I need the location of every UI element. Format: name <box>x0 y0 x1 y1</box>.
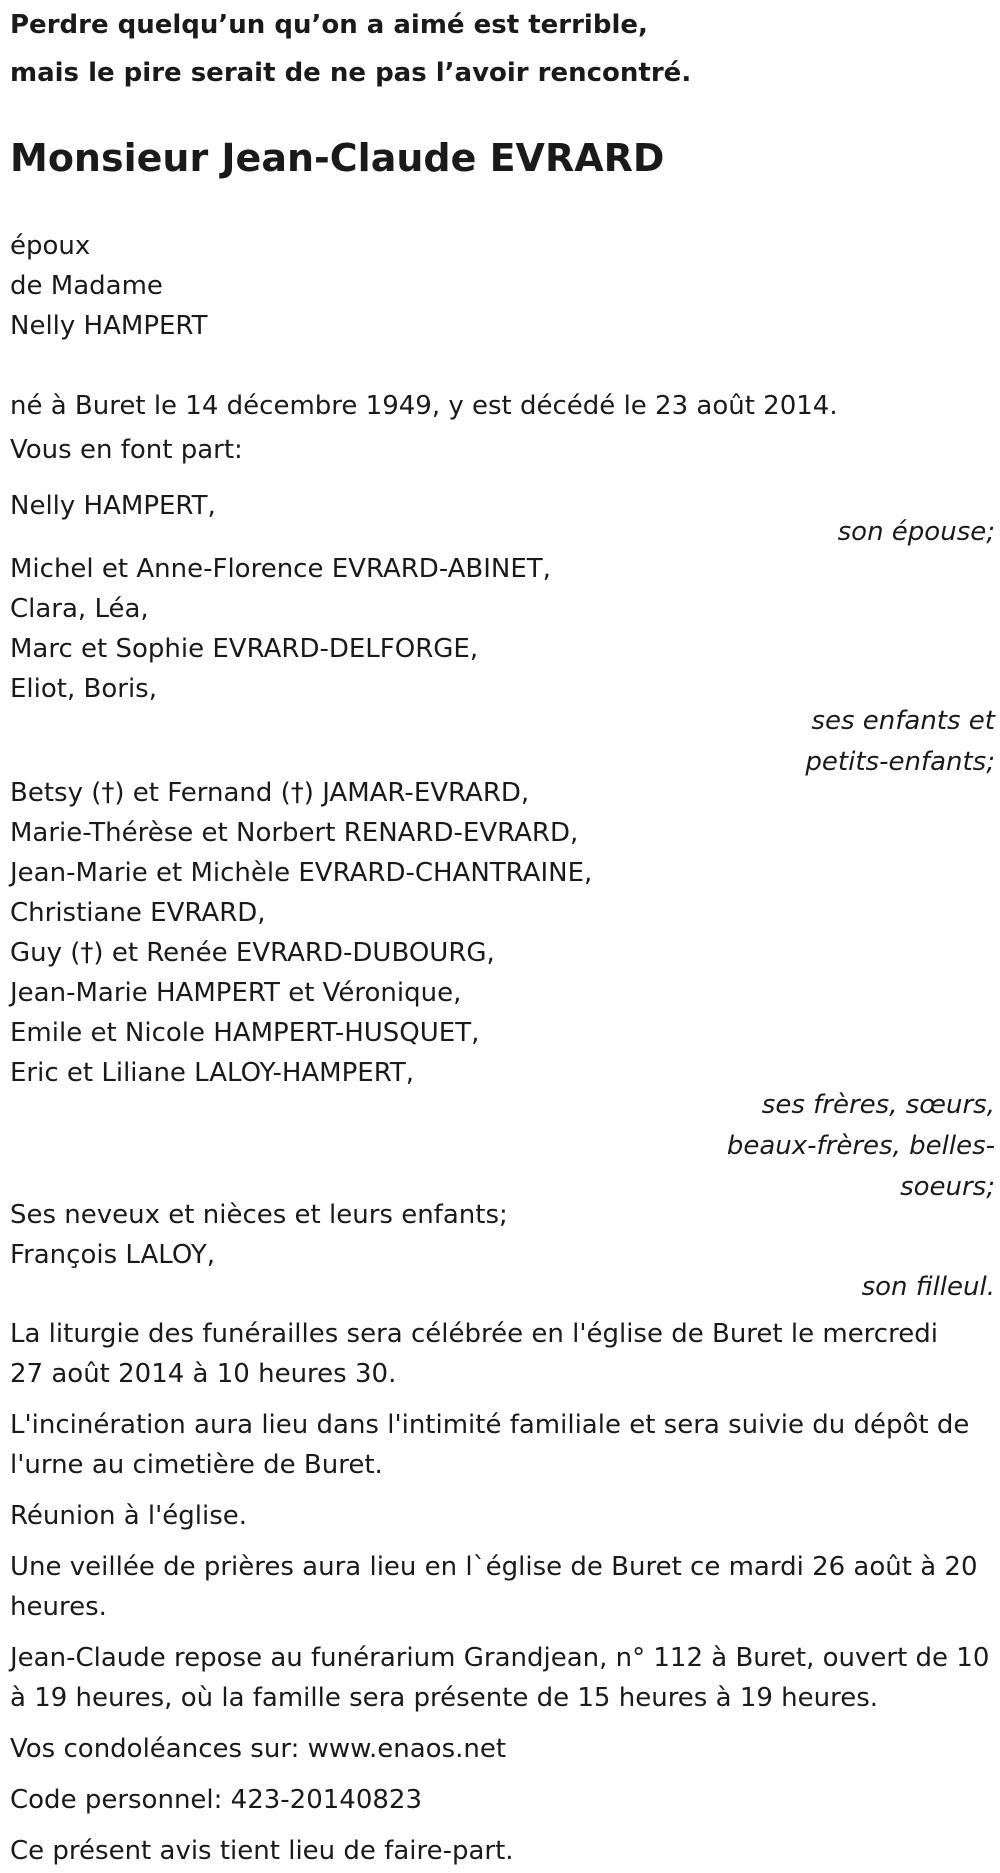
detail-line: à 19 heures, où la famille sera présente de 15 heures à 19 heures. <box>10 1683 879 1713</box>
detail-line: La liturgie des funérailles sera célébrée en l'église de Buret le mercredi <box>10 1319 938 1349</box>
family-name-line: Jean-Marie HAMPERT et Véronique, <box>10 978 462 1008</box>
family-name-line: Michel et Anne-Florence EVRARD-ABINET, <box>10 554 551 584</box>
family-name-line: Eliot, Boris, <box>10 674 157 704</box>
family-group-spouse <box>10 486 995 553</box>
quote-line-1: Perdre quelqu’un qu’on a aimé est terrible, <box>10 10 648 40</box>
detail-paragraph <box>10 1496 995 1536</box>
spouse-line: époux <box>10 231 91 261</box>
family-group-siblings <box>10 773 995 1208</box>
family-role-line: son épouse; <box>837 517 995 547</box>
detail-paragraph <box>10 1314 995 1394</box>
family-role-line: son filleul. <box>861 1272 995 1302</box>
detail-paragraph <box>10 1547 995 1627</box>
spouse-line: Nelly HAMPERT <box>10 311 208 341</box>
ceremony-details <box>10 1314 995 1871</box>
detail-line: Vos condoléances sur: www.enaos.net <box>10 1734 507 1764</box>
detail-line: 27 août 2014 à 10 heures 30. <box>10 1359 397 1389</box>
detail-line: l'urne au cimetière de Buret. <box>10 1450 383 1480</box>
family-role-line: ses enfants et <box>811 706 995 736</box>
family-name-line: Christiane EVRARD, <box>10 898 266 928</box>
spouse-line: de Madame <box>10 271 163 301</box>
detail-paragraph <box>10 1638 995 1718</box>
family-name-line: Clara, Léa, <box>10 594 149 624</box>
family-role <box>10 1085 995 1208</box>
announcement-intro: Vous en font part: <box>10 435 243 465</box>
family-name-line: Eric et Liliane LALOY-HAMPERT, <box>10 1058 415 1088</box>
family-name-line: Nelly HAMPERT, <box>10 491 216 521</box>
birth-death-block <box>10 386 995 470</box>
detail-line: Ce présent avis tient lieu de faire-part. <box>10 1836 514 1866</box>
family-role-line: ses frères, sœurs, <box>761 1090 995 1120</box>
family-group-extended <box>10 1195 995 1308</box>
family-role-line: beaux-frères, belles- <box>726 1131 995 1161</box>
family-role <box>10 701 995 783</box>
condolences-line <box>10 1729 995 1769</box>
quote-line-2: mais le pire serait de ne pas l’avoir rencontré. <box>10 58 692 88</box>
family-group-children <box>10 549 995 783</box>
detail-line: Réunion à l'église. <box>10 1501 248 1531</box>
family-name-line: Marie-Thérèse et Norbert RENARD-EVRARD, <box>10 818 579 848</box>
spouse-block <box>10 226 995 346</box>
detail-line: Code personnel: 423-20140823 <box>10 1785 423 1815</box>
closing-notice <box>10 1831 995 1871</box>
personal-code-line <box>10 1780 995 1820</box>
detail-line: heures. <box>10 1592 107 1622</box>
family-name-line: Jean-Marie et Michèle EVRARD-CHANTRAINE, <box>10 858 593 888</box>
family-role-line: petits-enfants; <box>805 747 995 777</box>
family-name-line: Marc et Sophie EVRARD-DELFORGE, <box>10 634 479 664</box>
detail-line: Jean-Claude repose au funérarium Grandjean, n° 112 à Buret, ouvert de 10 <box>10 1643 990 1673</box>
detail-paragraph <box>10 1405 995 1485</box>
family-name-line: Ses neveux et nièces et leurs enfants; <box>10 1200 508 1230</box>
birth-death-line: né à Buret le 14 décembre 1949, y est décédé le 23 août 2014. <box>10 391 838 421</box>
family-name-line: Betsy (†) et Fernand (†) JAMAR-EVRARD, <box>10 778 530 808</box>
detail-line: Une veillée de prières aura lieu en l`église de Buret ce mardi 26 août à 20 <box>10 1552 978 1582</box>
family-name-line: François LALOY, <box>10 1240 216 1270</box>
family-role-line: soeurs; <box>900 1172 995 1202</box>
detail-line: L'incinération aura lieu dans l'intimité familiale et sera suivie du dépôt de <box>10 1410 970 1440</box>
family-name-line: Guy (†) et Renée EVRARD-DUBOURG, <box>10 938 495 968</box>
family-name-line: Emile et Nicole HAMPERT-HUSQUET, <box>10 1018 480 1048</box>
deceased-name: Monsieur Jean-Claude EVRARD <box>10 136 665 180</box>
